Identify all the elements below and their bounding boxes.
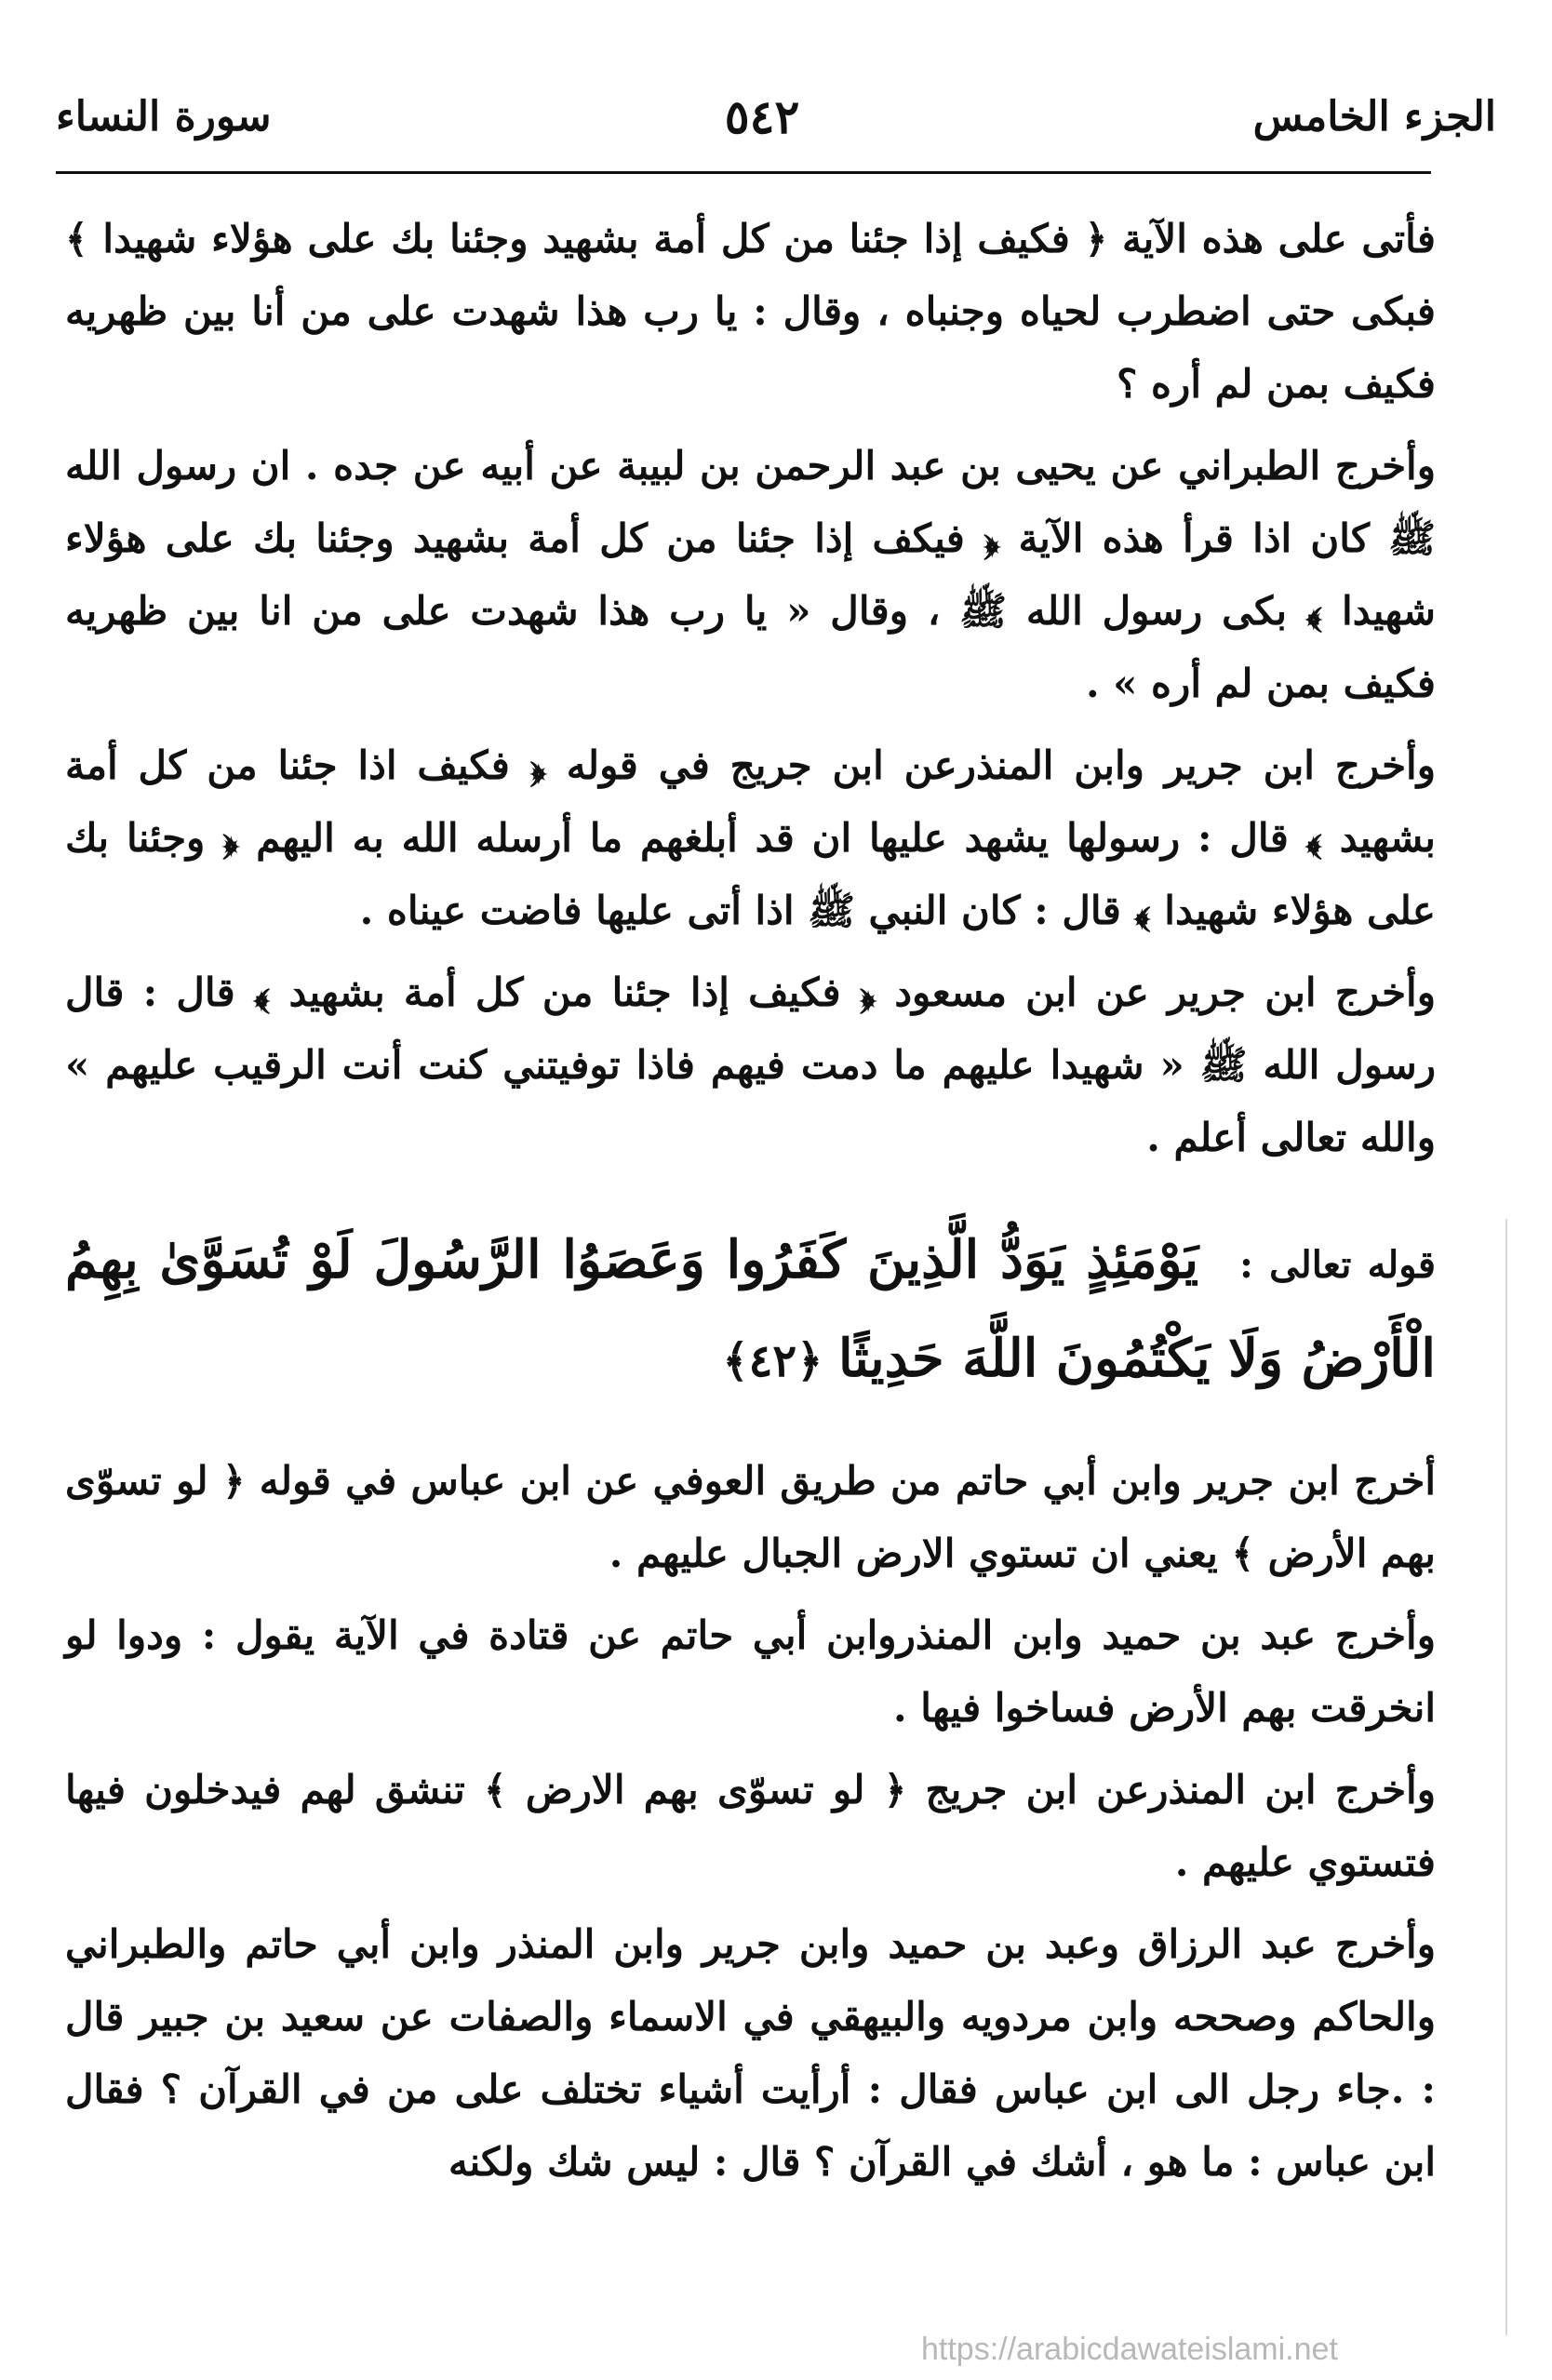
verse-lead: قوله تعالى : [1239, 1243, 1436, 1287]
paragraph: وأخرج عبد بن حميد وابن المنذروابن أبي حاتم عن قتادة في الآية يقول : ودوا لو انخرقت بهم الأرض فساخوا فيها . [65, 1612, 1436, 1731]
paragraph: وأخرج ابن المنذرعن ابن جريج ﴿ لو تسوّى بهم الارض ﴾ تنشق لهم فيدخلون فيها فتستوي عليهم . [65, 1767, 1436, 1885]
paragraph: وأخرج ابن جرير وابن المنذرعن ابن جريج في قوله ﴿ فكيف اذا جئنا من كل أمة بشهيد ﴾ قال : رسولها يشهد عليها ان قد أبلغهم ما أرسله الله به اليهم ﴿ وجئنا بك على هؤلاء شهيدا ﴾ قال : كان النبي ﷺ اذا أتى عليها فاضت عيناه . [65, 742, 1436, 933]
ayah-number: ﴿٤٢﴾ [722, 1335, 823, 1387]
paragraph: وأخرج عبد الرزاق وعبد بن حميد وابن جرير وابن المنذر وابن أبي حاتم والطبراني والحاكم وصححه وابن مردويه والبيهقي في الاسماء والصفات عن سعيد بن جبير قال : .جاء رجل الى ابن عباس فقال : أرأيت أشياء تختلف على من في القرآن ؟ فقال ابن عباس : ما هو ، أشك في القرآن ؟ قال : ليس شك ولكنه [65, 1921, 1436, 2185]
scan-edge-line [1505, 1219, 1507, 2335]
paragraph: أخرج ابن جرير وابن أبي حاتم من طريق العوفي عن ابن عباس في قوله ﴿ لو تسوّى بهم الأرض ﴾ يعني ان تستوي الارض الجبال عليهم . [65, 1458, 1436, 1576]
page-number: ٥٤٢ [724, 88, 800, 144]
verse-text: يَوْمَئِذٍ يَوَدُّ الَّذِينَ كَفَرُوا وَعَصَوُا الرَّسُولَ لَوْ تُسَوَّىٰ بِهِمُ الْأَرْضُ وَلَا يَكْتُمُونَ اللَّهَ حَدِيثًا [65, 1229, 1436, 1389]
header-rule [56, 171, 1431, 174]
text-body [65, 203, 1436, 2208]
paragraph: فأتى على هذه الآية ﴿ فكيف إذا جئنا من كل أمة بشهيد وجئنا بك على هؤلاء شهيدا ﴾ فبكى حتى اضطرب لحياه وجنباه ، وقال : يا رب هذا شهدت على من أنا بين ظهريه فكيف بمن لم أره ؟ [65, 216, 1436, 407]
part-title: الجزء الخامس [1252, 92, 1496, 140]
paragraph: وأخرج ابن جرير عن ابن مسعود ﴿ فكيف إذا جئنا من كل أمة بشهيد ﴾ قال : قال رسول الله ﷺ « شهيدا عليهم ما دمت فيهم فاذا توفيتني كنت أنت الرقيب عليهم » والله تعالى أعلم . [65, 969, 1436, 1160]
quran-verse-block [65, 1213, 1436, 1408]
surah-title: سورة النساء [56, 92, 272, 140]
watermark-text: https://arabicdawateislami.net [921, 2332, 1338, 2367]
running-header [56, 65, 1496, 167]
paragraph: وأخرج الطبراني عن يحيى بن عبد الرحمن بن لبيبة عن أبيه عن جده . ان رسول الله ﷺ كان اذا قرأ هذه الآية ﴿ فيكف إذا جئنا من كل أمة بشهيد وجئنا بك على هؤلاء شهيدا ﴾ بكى رسول الله ﷺ ، وقال « يا رب هذا شهدت على من انا بين ظهريه فكيف بمن لم أره » . [65, 443, 1436, 706]
